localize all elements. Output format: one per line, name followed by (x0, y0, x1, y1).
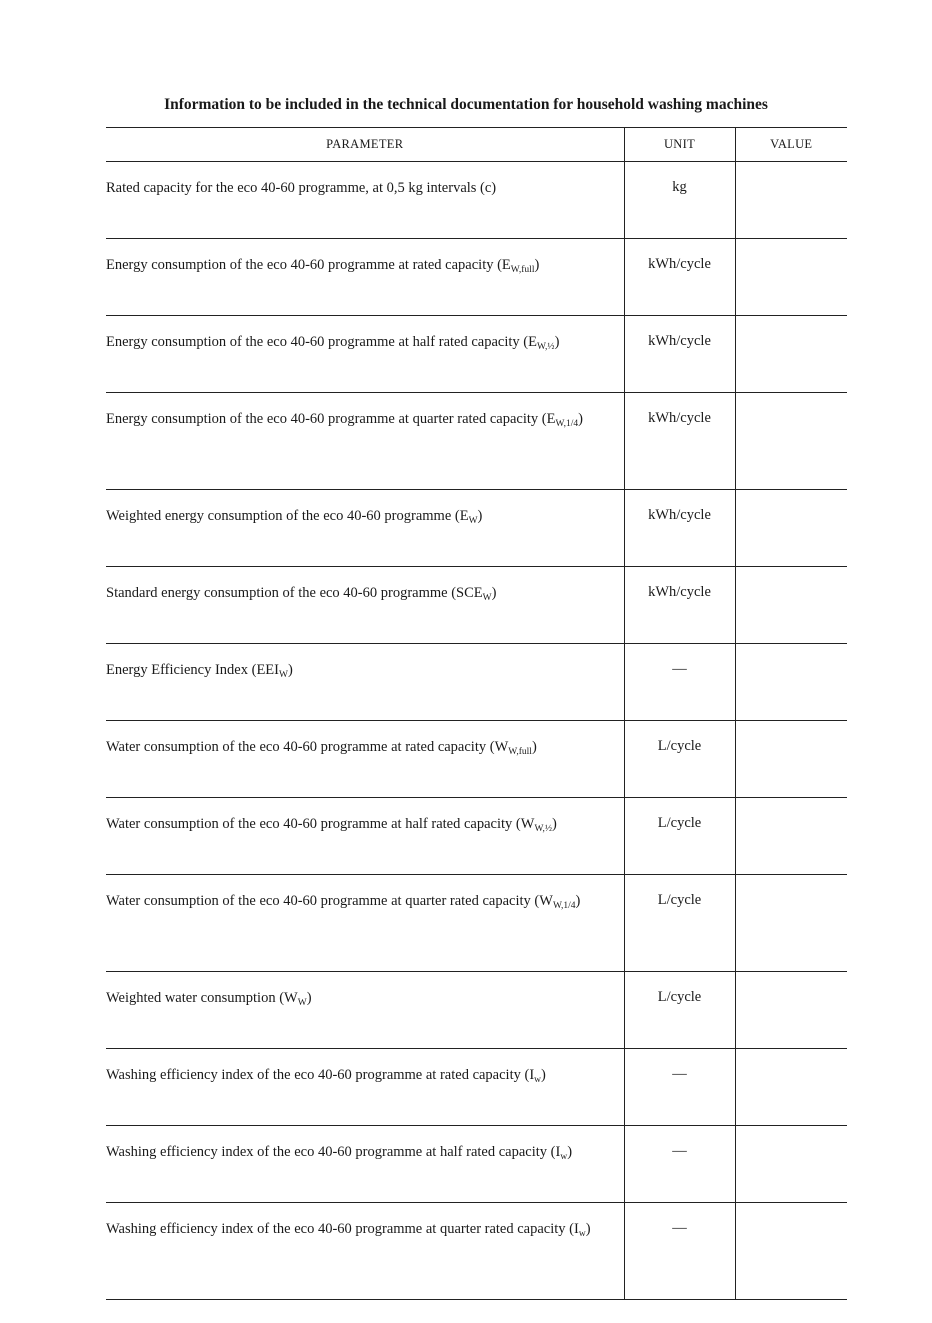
unit-cell: L/cycle (624, 972, 735, 1049)
parameter-cell: Washing efficiency index of the eco 40-60 programme at rated capacity $(I_w)$ (106, 1049, 624, 1126)
unit-cell: kWh/cycle (624, 316, 735, 393)
value-cell (735, 239, 847, 316)
table-row (106, 644, 847, 721)
header-value: VALUE (735, 128, 847, 162)
parameter-cell: Weighted energy consumption of the eco 40-60 programme $(E_W)$ (106, 490, 624, 567)
value-cell (735, 972, 847, 1049)
unit-cell: — (624, 1126, 735, 1203)
unit-cell: L/cycle (624, 798, 735, 875)
parameter-cell: Water consumption of the eco 40-60 programme at quarter rated capacity $(W_{W,1/4})$ (106, 875, 624, 972)
parameter-cell: Energy consumption of the eco 40-60 programme at quarter rated capacity $(E_{W,1/4})$ (106, 393, 624, 490)
document-title: Information to be included in the technical documentation for household washing machines (164, 96, 768, 113)
table-row (106, 972, 847, 1049)
table-row (106, 1203, 847, 1300)
unit-cell: kWh/cycle (624, 490, 735, 567)
parameter-cell: Washing efficiency index of the eco 40-60 programme at half rated capacity $(I_w)$ (106, 1126, 624, 1203)
value-cell (735, 316, 847, 393)
value-cell (735, 1126, 847, 1203)
value-cell (735, 875, 847, 972)
table-row (106, 798, 847, 875)
value-cell (735, 1203, 847, 1300)
table-row (106, 490, 847, 567)
parameter-cell: Washing efficiency index of the eco 40-60 programme at quarter rated capacity $(I_w)$ (106, 1203, 624, 1300)
value-cell (735, 490, 847, 567)
header-unit: UNIT (624, 128, 735, 162)
value-cell (735, 567, 847, 644)
unit-cell: — (624, 1203, 735, 1300)
table-row (106, 162, 847, 239)
table-row (106, 239, 847, 316)
table-row (106, 1049, 847, 1126)
unit-cell: kg (624, 162, 735, 239)
parameter-cell: Rated capacity for the eco 40-60 programme, at 0,5 kg intervals (c) (106, 162, 624, 239)
parameter-cell: Standard energy consumption of the eco 40-60 programme $(SCE_W)$ (106, 567, 624, 644)
parameter-cell: Energy Efficiency Index $(EEI_W)$ (106, 644, 624, 721)
unit-cell: L/cycle (624, 875, 735, 972)
parameter-cell: Water consumption of the eco 40-60 programme at half rated capacity $(W_{W,\frac{1}{2}})$ (106, 798, 624, 875)
parameter-cell: Energy consumption of the eco 40-60 programme at half rated capacity $(E_{W,\frac{1}{2}})$ (106, 316, 624, 393)
parameters-table (106, 127, 847, 1300)
table-header-row (106, 128, 847, 162)
parameter-cell: Energy consumption of the eco 40-60 programme at rated capacity $(E_{W,full})$ (106, 239, 624, 316)
value-cell (735, 798, 847, 875)
value-cell (735, 393, 847, 490)
value-cell (735, 162, 847, 239)
unit-cell: kWh/cycle (624, 393, 735, 490)
table-row (106, 393, 847, 490)
value-cell (735, 644, 847, 721)
table-row (106, 721, 847, 798)
header-parameter: PARAMETER (106, 128, 624, 162)
unit-cell: — (624, 644, 735, 721)
table-row (106, 875, 847, 972)
table-row (106, 1126, 847, 1203)
table-row (106, 316, 847, 393)
unit-cell: kWh/cycle (624, 567, 735, 644)
parameter-cell: Weighted water consumption $(W_W)$ (106, 972, 624, 1049)
table-row (106, 567, 847, 644)
value-cell (735, 1049, 847, 1126)
unit-cell: L/cycle (624, 721, 735, 798)
unit-cell: — (624, 1049, 735, 1126)
unit-cell: kWh/cycle (624, 239, 735, 316)
value-cell (735, 721, 847, 798)
parameter-cell: Water consumption of the eco 40-60 programme at rated capacity $(W_{W,full})$ (106, 721, 624, 798)
